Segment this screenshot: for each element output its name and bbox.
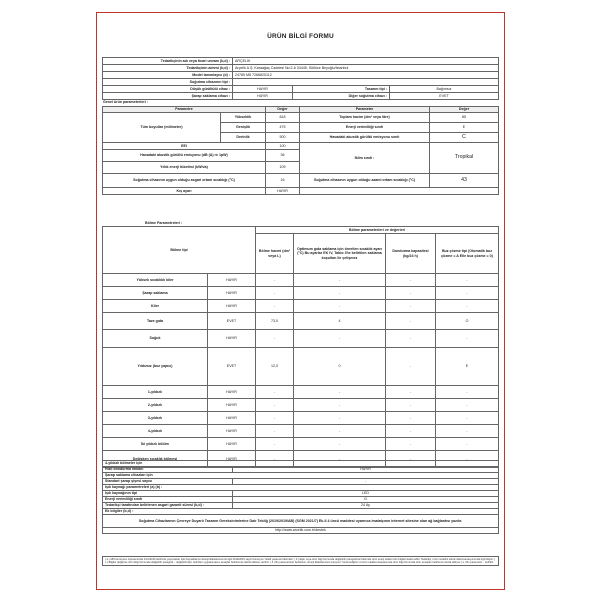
supplier-name-value: ARÇELİK <box>233 58 499 65</box>
fast-freeze-value: HAYIR <box>233 467 499 473</box>
depth-value: 500 <box>266 133 300 143</box>
supplier-address-value: Arçelik A.Ş. Karaağaç Caddesi No:2-6 34445, Sütlüce Beyoğlu/İstanbul <box>233 65 499 72</box>
fast-freeze-label: Hızlı dondurma imkânı <box>103 467 233 473</box>
wine-heading: Şarap saklama cihazları için <box>103 473 499 479</box>
volume-value: 85 <box>430 113 499 123</box>
noise-class-value: C <box>430 133 499 143</box>
col-param-2: Parametre <box>300 107 430 113</box>
supplier-name-label: Tedarikçinin adı veya ticari unvanı (b,d) : <box>103 58 233 65</box>
eei-label: EEI <box>103 143 266 150</box>
warranty-value: 24 Ay <box>233 503 499 509</box>
product-info-form <box>96 12 505 590</box>
energy-label: Yıllık enerji tüketimi (kWh/a) <box>103 162 266 174</box>
compartments-table <box>102 226 499 468</box>
table-row: 1-yıldızlı HAYIR - - - - <box>103 386 499 399</box>
light-class-value: G <box>233 497 499 503</box>
table-row: 3-yıldızlı HAYIR - - - - <box>103 412 499 425</box>
light-type-label: Işık kaynağının tipi <box>103 491 233 497</box>
params-table <box>102 106 499 195</box>
depth-label: Derinlik <box>221 133 266 143</box>
model-value: 24785 M8 7266820112 <box>233 72 499 79</box>
compartments-subheading: Bölme parametreleri ve değerleri <box>256 227 499 234</box>
other-label: Diğer soğutma cihazı : <box>293 93 390 100</box>
type-label: Soğutma cihazının tipi : <box>103 79 233 86</box>
col-param: Parametre <box>103 107 266 113</box>
eei-value: 100 <box>266 143 300 150</box>
wine-label: Şarap saklama cihazı : <box>103 93 233 100</box>
col-type: Bölme tipi <box>103 227 256 274</box>
supplier-address-label: Tedarikçinin adresi (b,d) : <box>103 65 233 72</box>
compartment-rows <box>103 274 499 468</box>
energy-value: 109 <box>266 162 300 174</box>
form-title: ÜRÜN BİLGİ FORMU <box>267 33 334 40</box>
light-type-value: LED <box>233 491 499 497</box>
col-freeze: Dondurma kapasitesi (kg/24 h) <box>386 234 436 274</box>
compartments-heading: Bölme Parametreleri : <box>145 221 183 225</box>
low-noise-value: HAYIR <box>233 86 293 93</box>
design-value: Bağımsız <box>390 86 499 93</box>
table-row: 2-yıldızlı HAYIR - - - - <box>103 399 499 412</box>
footnotes: ( a ) AB Komisyonu Gpuvensinde 1/12/2019 tarihinde yayımlanan Işık Kaynaklarının Enerji Etiketlemesi ile ilgili 2019/2015 sayılı Komisyon Yetkili yasama hükümleri; ( b ) Eğer veya ürün bilgi formunda değiştirilir paragrafına hükümde ürün enerji etiketi ürün bilgileri kabul edilir. Tedarikçi, ürün modelini teknik dokümantasyonunda ilgili bilgisi; ( c ) Bilgiler değişirse ürün bilgi formunda değiştirilir paragrafı... değiştirilmiştir, belirtilen uygulanmasını amaçlar belirlenmiş teknik tablosu veriliriz. ( d ) Bu parametreler belirlenen, Enerji Etiketlenmesi Çerçeve Yönetmeliğinin 4 üncü maddesi kapsamında ürün bilgi formunda ürün amaçları belirlenen teknik tablosu ( e ) Bu parametre... belirtilir. <box>102 556 499 566</box>
params-heading: Genel ürün parametreleri : <box>103 100 148 104</box>
max-temp-label: Soğutma cihazının uygun olduğu azami ortam sıcaklığı (°C) <box>300 174 430 188</box>
winter-value: HAYIR <box>266 188 300 195</box>
height-value: 818 <box>266 113 300 123</box>
col-volume: Bölme hacmi (dm³ veya L) <box>256 234 294 274</box>
wine-std-label: Standart şarap şişesi sayısı <box>103 479 233 485</box>
col-value: Değer <box>266 107 300 113</box>
width-value: 475 <box>266 123 300 133</box>
table-row: İki yıldızlı bölüm HAYIR - - - - <box>103 438 499 451</box>
max-temp-value: 43 <box>430 174 499 188</box>
supplier-table <box>102 57 499 79</box>
table-row: Yüksek sıcaklıklı kiler HAYIR - - - - <box>103 274 499 287</box>
table-row: Şarap saklama HAYIR - - - - <box>103 287 499 300</box>
noise-value: 36 <box>266 150 300 162</box>
website-link[interactable]: http://www.arcelik.com.tr/destek <box>103 528 499 534</box>
warranty-label: Tedarikçi tarafından belirlenen asgari garanti süresi (b,d) : <box>103 503 233 509</box>
table-row: Değişken sıcaklık bölmesi HAYIR - - - - <box>103 451 499 468</box>
light-heading: Işık kaynağı parametreleri (a) (b) : <box>103 485 499 491</box>
noise-class-label: Havadaki akustik gürültü emisyonu sınıfı <box>300 133 430 143</box>
min-temp-label: Soğutma cihazının uygun olduğu asgari ortam sıcaklığı (°C) <box>103 174 266 188</box>
model-label: Model tanımlayıcı (d) : <box>103 72 233 79</box>
wine-value: HAYIR <box>233 93 293 100</box>
design-label: Tasarım tipi : <box>293 86 390 93</box>
width-label: Genişlik <box>221 123 266 133</box>
regulation-text: Soğutma Cihazlarının Çevreye Duyarlı Tasarım Gereksinimlerine Dair Tebliğ (2019/2019/AB) (SGM 2021/7) Ek-II 4 üncü maddesi uyarınca imalatçının internet sitesine olan ağ bağlantısı yazılır. <box>103 515 499 528</box>
height-label: Yükseklik <box>221 113 266 123</box>
table-row: Kiler HAYIR - - - - <box>103 300 499 313</box>
light-class-label: Enerji verimliliği sınıfı <box>103 497 233 503</box>
min-temp-value: 16 <box>266 174 300 188</box>
other-value: EVET <box>390 93 499 100</box>
low-noise-label: Düşük gürültülü cihaz : <box>103 86 233 93</box>
col-temp: Optimum gıda saklama için önerilen sıcaklık ayarı (°C) Bu ayarlar EK IV, Tablo 3'te belirtilen saklama koşulları ile çelişmez <box>294 234 386 274</box>
col-defrost: Buz çözme tipi (Otomatik buz çözme = A Elle buz çözme = 0) <box>436 234 499 274</box>
eei-class-value: E <box>430 123 499 133</box>
dims-label: Tüm boyutlar (milimetre) <box>103 113 221 143</box>
climate-value: Tropikal <box>430 143 499 174</box>
table-row: Yıldızsız (buz yapıcı) EVET 12,0 0 - E <box>103 348 499 386</box>
four-star-heading: 4-yıldızlı bölmeler için <box>103 461 499 467</box>
wine-std-value: - <box>233 479 499 485</box>
eei-class-label: Enerji verimliliği sınıfı <box>300 123 430 133</box>
climate-label: İklim sınıfı : <box>300 143 430 174</box>
table-row: Soğuk HAYIR - - - - <box>103 330 499 348</box>
bottom-table <box>102 460 499 534</box>
general-table <box>102 78 499 100</box>
extra-heading: Ek bilgiler (b,d) : <box>103 509 499 515</box>
volume-label: Toplam hacim (dm³ veya litre) <box>300 113 430 123</box>
winter-label: Kış ayarı <box>103 188 266 195</box>
table-row: Taze gıda EVET 73,0 4 - O <box>103 313 499 330</box>
noise-label: Havadaki akustik gürültü emisyonu (dB (A) re 1pW) <box>103 150 266 162</box>
col-value-2: Değer <box>430 107 499 113</box>
table-row: 4-yıldızlı HAYIR - - - - <box>103 425 499 438</box>
